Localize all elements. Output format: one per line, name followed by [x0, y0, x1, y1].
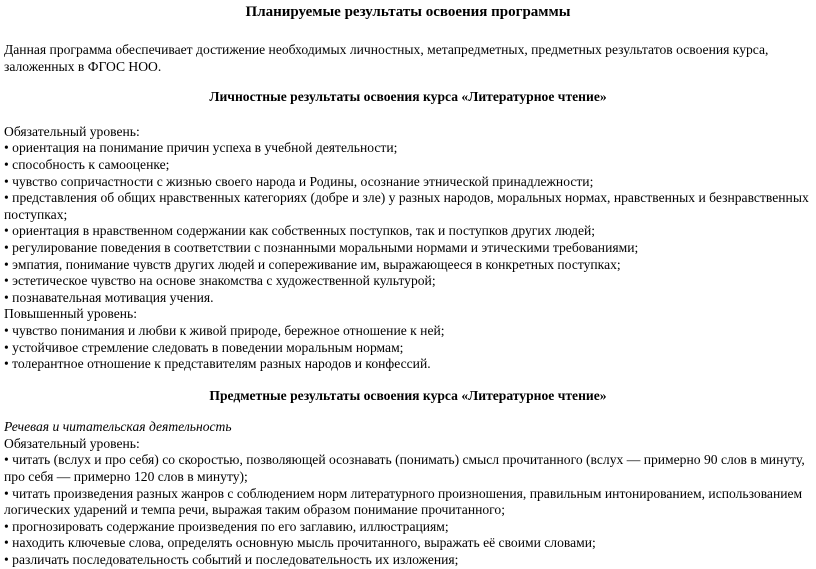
personal-results-heading: Личностные результаты освоения курса «Литературное чтение»	[209, 89, 607, 105]
document-title: Планируемые результаты освоения программы	[245, 4, 571, 20]
list-item: • толерантное отношение к представителям разных народов и конфессий.	[4, 356, 812, 373]
subject-subheading: Речевая и читательская деятельность	[4, 419, 232, 435]
list-item: • ориентация на понимание причин успеха в учебной деятельности;	[4, 140, 812, 157]
subject-required-label: Обязательный уровень:	[4, 435, 140, 451]
subject-results-heading: Предметные результаты освоения курса «Литературное чтение»	[209, 387, 607, 403]
list-item: • способность к самооценке;	[4, 157, 812, 174]
intro-paragraph: Данная программа обеспечивает достижение необходимых личностных, метапредметных, предметных результатов освоения курса, заложенных в ФГОС НОО.	[4, 42, 769, 74]
personal-required-label: Обязательный уровень:	[4, 123, 140, 139]
list-item: • эмпатия, понимание чувств других людей и сопереживание им, выражающееся в конкретных поступках;	[4, 257, 812, 274]
personal-advanced-list	[4, 323, 812, 373]
list-item: • эстетическое чувство на основе знакомства с художественной культурой;	[4, 273, 812, 290]
list-item: • ориентация в нравственном содержании как собственных поступков, так и поступков других людей;	[4, 223, 812, 240]
personal-advanced-label: Повышенный уровень:	[4, 306, 138, 322]
personal-required-list	[4, 140, 812, 306]
list-item: • устойчивое стремление следовать в поведении моральным нормам;	[4, 340, 812, 357]
list-item: • представления об общих нравственных категориях (добре и зле) у разных народов, моральных нормах, нравственных и безнравственных поступках;	[4, 190, 812, 223]
list-item: • прогнозировать содержание произведения по его заглавию, иллюстрациям;	[4, 519, 812, 536]
list-item: • чувство сопричастности с жизнью своего народа и Родины, осознание этнической принадлежности;	[4, 174, 812, 191]
list-item: • познавательная мотивация учения.	[4, 290, 812, 307]
list-item: • читать произведения разных жанров с соблюдением норм литературного произношения, правильным интонированием, использованием логических ударений и темпа речи, выражая таким образом понимание прочитанного;	[4, 486, 812, 519]
list-item: • находить ключевые слова, определять основную мысль прочитанного, выражать её своими словами;	[4, 535, 812, 552]
list-item: • различать последовательность событий и последовательность их изложения;	[4, 552, 812, 569]
list-item: • регулирование поведения в соответствии с познанными моральными нормами и этическими требованиями;	[4, 240, 812, 257]
spacer	[4, 75, 812, 89]
subject-required-list	[4, 452, 812, 568]
list-item: • читать (вслух и про себя) со скоростью, позволяющей осознавать (понимать) смысл прочитанного (вслух — примерно 90 слов в минуту, про себя — примерно 120 слов в минуту);	[4, 452, 812, 485]
list-item: • чувство понимания и любви к живой природе, бережное отношение к ней;	[4, 323, 812, 340]
